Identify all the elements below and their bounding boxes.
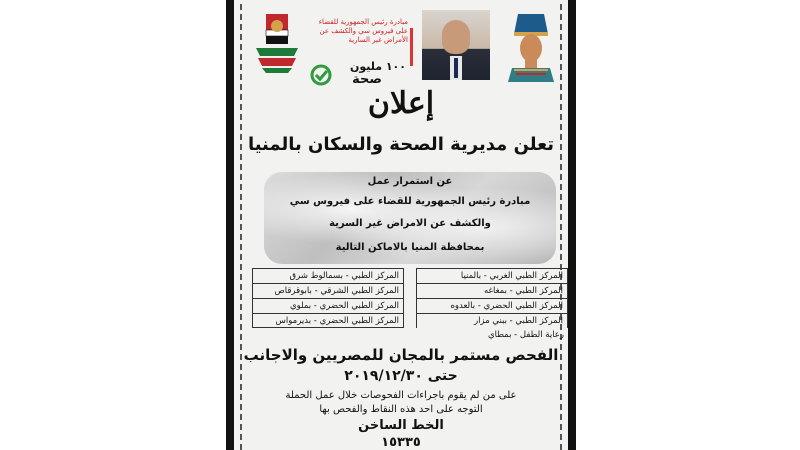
marble-line-3: والكشف عن الامراض غير السرية xyxy=(329,218,491,229)
directorate-heading: تعلن مديرية الصحة والسكان بالمنيا xyxy=(247,134,555,155)
hundred-million-health-logo xyxy=(310,60,406,88)
centers-table xyxy=(252,268,568,344)
initiative-block xyxy=(306,14,418,87)
center-row: المركز الطبي - بسمالوط شرق xyxy=(252,268,404,283)
health-number: ١٠٠ مليون xyxy=(349,60,406,73)
note-line-1: على من لم يقوم باجراءات الفحوصات خلال عمل الحملة xyxy=(285,390,517,401)
marble-line-2: مبادرة رئيس الجمهورية للقضاء على فيروس سي xyxy=(289,196,531,207)
health-word: صحة xyxy=(352,72,382,87)
center-row: المركز الطبي الحضري - بالعدوه xyxy=(416,298,568,313)
center-row: رعاية الطفل - بمطاي xyxy=(487,330,564,340)
initiative-text: مبادرة رئيس الجمهورية للقضاء على فيروس سي والكشف عن الأمراض غير السارية xyxy=(318,18,408,44)
ministry-logo-icon xyxy=(252,12,302,74)
check-icon xyxy=(310,64,332,86)
until-date-line: حتى ٢٠١٩/١٢/٣٠ xyxy=(344,368,458,384)
president-photo xyxy=(422,10,490,80)
center-row: المركز الطبي الشرقي - بابوقرقاص xyxy=(252,283,404,298)
free-exam-line: الفحص مستمر بالمجان للمصريين والاجانب xyxy=(243,346,559,364)
center-row: المركز الطبي الغربي - بالمنيا xyxy=(416,268,568,283)
center-row: المركز الطبي الحضري - بملوي xyxy=(252,298,404,313)
centers-column-left xyxy=(252,268,404,328)
hotline-label: الخط الساخن xyxy=(358,418,444,433)
poster-frame xyxy=(240,4,562,450)
announcement-poster xyxy=(226,0,576,450)
marble-line-4: بمحافظة المنيا بالاماكن التالية xyxy=(335,242,485,253)
announcement-title: إعلان xyxy=(367,86,435,121)
photo-tie xyxy=(454,58,458,78)
centers-column-right xyxy=(416,268,568,343)
note-line-2: التوجه على احد هذه النقاط والفحص بها xyxy=(319,404,483,415)
center-row: المركز الطبي - بمغاغه xyxy=(416,283,568,298)
hotline-number: ١٥٣٣٥ xyxy=(381,435,421,450)
center-row: المركز الطبي الحضري - بديرمواس xyxy=(252,313,404,328)
center-row: المركز الطبي - ببني مزار xyxy=(416,313,568,328)
marble-banner xyxy=(264,172,556,264)
nefertiti-icon xyxy=(504,12,556,82)
marble-line-1: عن استمرار عمل xyxy=(367,176,453,187)
photo-face xyxy=(442,20,470,54)
initiative-divider xyxy=(410,28,413,66)
